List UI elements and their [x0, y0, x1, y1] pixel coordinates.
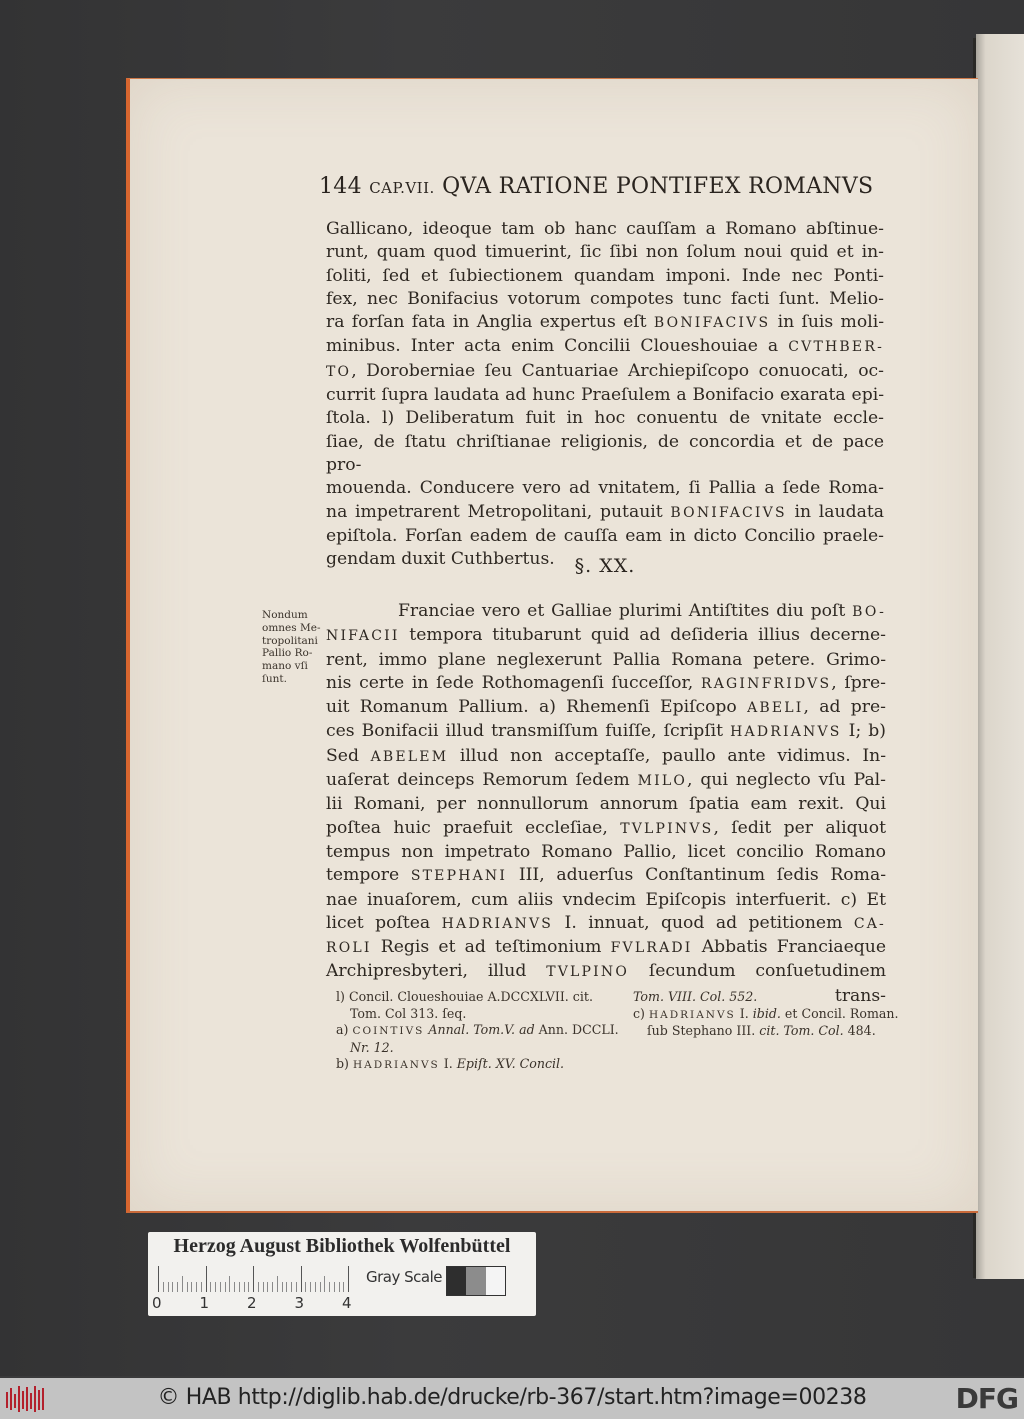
ruler-tick	[277, 1276, 278, 1292]
small-caps-name: HADRIANVS	[352, 1059, 440, 1072]
copyright-url-text: © HAB http://diglib.hab.de/drucke/rb-367/start.htm?image=00238	[157, 1385, 867, 1410]
italic-text: Annal. Tom.V. ad	[428, 1022, 535, 1038]
small-caps-name: NIFACII	[326, 628, 400, 645]
library-label-card	[148, 1232, 536, 1316]
small-caps-name: ROLI	[326, 940, 372, 957]
ruler-tick	[206, 1266, 207, 1292]
text-line: nae inuaſorem, cum aliis vndecim Epiſcopis interfuerit. c) Et	[326, 889, 886, 910]
ruler-tick	[315, 1282, 316, 1292]
small-caps-name: HADRIANVS	[730, 724, 842, 741]
page-number: 144	[319, 174, 362, 199]
marginal-line: ſunt.	[262, 672, 287, 685]
text-line: rent, immo plane neglexerunt Pallia Romana petere. Grimo-	[326, 649, 886, 670]
marginal-note	[262, 609, 324, 686]
text-line: fex, nec Bonifacius votorum compotes tunc facti ſunt. Melio-	[326, 288, 884, 309]
italic-text: Epiſt. XV. Concil.	[456, 1056, 565, 1072]
ruler-tick	[187, 1282, 188, 1292]
ruler-tick	[263, 1282, 264, 1292]
library-name: Herzog August Bibliothek Wolfenbüttel	[173, 1235, 511, 1257]
text-line: ſtola. l) Deliberatum fuit in hoc conuentu de vnitate eccle-	[326, 408, 884, 429]
ruler-tick	[301, 1266, 302, 1292]
small-caps-name: CVTHBER-	[788, 339, 884, 356]
text-line: uit Romanum Pallium. a) Rhemenſi Epiſcopo ABELI, ad pre-	[326, 697, 886, 718]
small-caps-name: HADRIANVS	[648, 1008, 736, 1021]
dfg-logo-icon: DFG	[955, 1382, 1018, 1415]
small-caps-name: STEPHANI	[410, 868, 508, 885]
text-line: Franciae vero et Galliae plurimi Antiſtites diu poſt BO-	[398, 601, 886, 621]
marginal-line: tropolitani	[262, 634, 318, 647]
ruler-tick	[210, 1282, 211, 1292]
ruler-tick	[296, 1282, 297, 1292]
ruler-tick	[191, 1282, 192, 1292]
ruler-tick	[343, 1282, 344, 1292]
text-line: epiſtola. Forſan eadem de cauſſa eam in dicto Concilio praele-	[326, 525, 884, 546]
grayscale-label: Gray Scale	[366, 1268, 442, 1286]
ruler-tick	[324, 1276, 325, 1292]
small-caps-name: MILO	[637, 773, 688, 790]
ruler-tick	[272, 1282, 273, 1292]
ruler-tick	[286, 1282, 287, 1292]
chapter-label: CAP.VII.	[369, 179, 435, 197]
ruler-tick	[239, 1282, 240, 1292]
ruler-tick	[305, 1282, 306, 1292]
ruler-tick	[339, 1282, 340, 1292]
ruler-tick	[253, 1266, 254, 1292]
ruler-number: 2	[247, 1294, 257, 1312]
ruler-tick	[329, 1282, 330, 1292]
small-caps-name: BONIFACIVS	[653, 315, 771, 332]
small-caps-name: BO-	[852, 604, 886, 620]
italic-text: Tom. VIII. Col. 552.	[633, 989, 758, 1004]
grayscale-patch	[447, 1267, 466, 1295]
text-line: mouenda. Conducere vero ad vnitatem, ſi Pallia a ſede Roma-	[326, 478, 884, 499]
small-caps-name: BONIFACIVS	[670, 504, 787, 521]
ruler-tick	[168, 1282, 169, 1292]
ruler-tick	[291, 1282, 292, 1292]
footnote	[633, 989, 918, 1006]
ruler-tick	[182, 1276, 183, 1292]
marginal-line: omnes Me-	[262, 621, 321, 634]
footnote: a) COINTIVS Annal. Tom.V. ad Ann. DCCLI. Nr. 12.	[336, 1022, 619, 1055]
ruler-tick	[310, 1282, 311, 1292]
text-line: poſtea huic praefuit eccleſiae, TVLPINVS, ſedit per aliquot	[326, 817, 886, 838]
ruler-tick	[177, 1282, 178, 1292]
marginal-line: mano vſi	[262, 660, 308, 673]
small-caps-name: CA-	[853, 915, 886, 932]
text-line: ſiae, de ſtatu chriſtianae religionis, de concordia et de pace pro-	[326, 431, 884, 475]
text-line: ſoliti, ſed et ſubiectionem quandam imponi. Inde nec Ponti-	[326, 265, 884, 286]
text-line: Gallicano, ideoque tam ob hanc cauſſam a Romano abſtinue-	[326, 219, 884, 239]
text-line: minibus. Inter acta enim Concilii Cloueshouiae a CVTHBER-	[326, 336, 884, 357]
text-line: currit ſupra laudata ad hunc Praeſulem a Bonifacio exarata epi-	[326, 385, 884, 406]
catchword: trans-	[834, 985, 886, 1006]
facing-page-edge	[976, 34, 1024, 1279]
italic-text: cit. Tom. Col.	[759, 1023, 844, 1039]
text-line: NIFACII tempora titubarunt quid ad deſideria illius decerne-	[326, 625, 886, 646]
ruler-tick	[234, 1282, 235, 1292]
small-caps-name: TO	[326, 363, 352, 380]
ruler-numbers	[152, 1294, 372, 1314]
small-caps-name: TVLPINVS	[620, 820, 714, 837]
text-line: uaſerat deinceps Remorum ſedem MILO, qui neglecto vſu Pal-	[326, 770, 886, 791]
ruler-number: 1	[199, 1294, 210, 1312]
grayscale-swatch	[446, 1266, 506, 1296]
footnote: c) HADRIANVS I. ibid. et Concil. Roman. ſub Stephano III. cit. Tom. Col. 484.	[633, 1005, 899, 1039]
italic-text: ibid.	[752, 1005, 781, 1021]
ruler-tick	[172, 1282, 173, 1292]
running-head	[319, 174, 889, 199]
text-line: gendam duxit Cuthbertus.	[326, 549, 555, 570]
ruler-tick	[225, 1282, 226, 1292]
ruler-tick	[163, 1282, 164, 1292]
text-line: tempus non impetrato Romano Pallio, licet concilio Romano	[326, 841, 886, 862]
ruler-tick	[201, 1282, 202, 1292]
ruler-tick	[320, 1282, 321, 1292]
marginal-line: Pallio Ro-	[262, 647, 313, 660]
ruler-tick	[196, 1282, 197, 1292]
text-line: na impetrarent Metropolitani, putauit BONIFACIVS in laudata	[326, 501, 885, 522]
ruler-tick	[334, 1282, 335, 1292]
footnotes-left-column	[336, 989, 621, 1074]
footnotes-right-column	[633, 989, 918, 1040]
ruler-tick	[248, 1282, 249, 1292]
ruler-tick	[348, 1266, 349, 1292]
text-line: TO, Doroberniae ſeu Cantuariae Archiepiſcopo conuocati, oc-	[326, 360, 884, 381]
ruler-number: 0	[152, 1294, 162, 1312]
ruler-scale	[158, 1266, 353, 1292]
small-caps-name: ABELEM	[370, 748, 449, 765]
grayscale-patch	[486, 1267, 505, 1295]
ruler-tick	[158, 1266, 159, 1292]
grayscale-patch	[466, 1267, 485, 1295]
ruler-tick	[229, 1276, 230, 1292]
text-line: licet poſtea HADRIANVS I. innuat, quod ad petitionem CA-	[326, 912, 886, 933]
ruler-number: 4	[342, 1294, 352, 1312]
small-caps-name: RAGINFRIDVS	[700, 675, 832, 692]
small-caps-name: FVLRADI	[610, 940, 693, 957]
text-line: ra forſan fata in Anglia expertus eſt BONIFACIVS in ſuis moli-	[326, 312, 885, 333]
text-line: lii Romani, per nonnullorum annorum ſpatia eam rexit. Qui	[326, 794, 886, 815]
small-caps-name: TVLPINO	[546, 964, 630, 981]
text-line: Sed ABELEM illud non acceptaſſe, paullo ante vidimus. In-	[326, 745, 886, 766]
small-caps-name: HADRIANVS	[441, 915, 554, 932]
text-line: nis certe in ſede Rothomagenſi ſucceſſor, RAGINFRIDVS, ſpre-	[326, 672, 886, 693]
footer-bar	[0, 1378, 1024, 1419]
section-heading: §. XX.	[574, 555, 636, 577]
footnote: b) HADRIANVS I. Epiſt. XV. Concil.	[336, 1056, 565, 1072]
small-caps-name: COINTIVS	[352, 1025, 425, 1038]
text-line: Archipresbyteri, illud TVLPINO ſecundum conſuetudinem	[326, 961, 886, 982]
ruler-tick	[267, 1282, 268, 1292]
book-page	[126, 78, 978, 1213]
ruler-tick	[215, 1282, 216, 1292]
text-line: ces Bonifacii illud transmiſſum fuiſſe, ſcripſit HADRIANVS I; b)	[326, 721, 886, 742]
text-line: tempore STEPHANI III, aduerſus Conſtantinum ſedis Roma-	[326, 865, 887, 886]
ruler-tick	[244, 1282, 245, 1292]
chapter-title: QVA RATIONE PONTIFEX ROMANVS	[442, 174, 874, 199]
ruler-tick	[220, 1282, 221, 1292]
ruler-number: 3	[294, 1294, 305, 1312]
text-line: runt, quam quod timuerint, ſic ſibi non ſolum noui quid et in-	[326, 242, 884, 263]
text-line: ROLI Regis et ad teſtimonium FVLRADI Abbatis Franciaeque	[326, 937, 886, 958]
paragraph-1	[326, 218, 884, 571]
ruler-tick	[282, 1282, 283, 1292]
footnote: l) Concil. Cloueshouiae A.DCCXLVII. cit. Tom. Col 313. ſeq.	[336, 989, 593, 1021]
italic-text: Nr. 12.	[350, 1039, 394, 1055]
paragraph-2	[326, 600, 886, 1008]
ruler-tick	[258, 1282, 259, 1292]
small-caps-name: ABELI	[747, 700, 804, 717]
marginal-line: Nondum	[262, 609, 308, 621]
